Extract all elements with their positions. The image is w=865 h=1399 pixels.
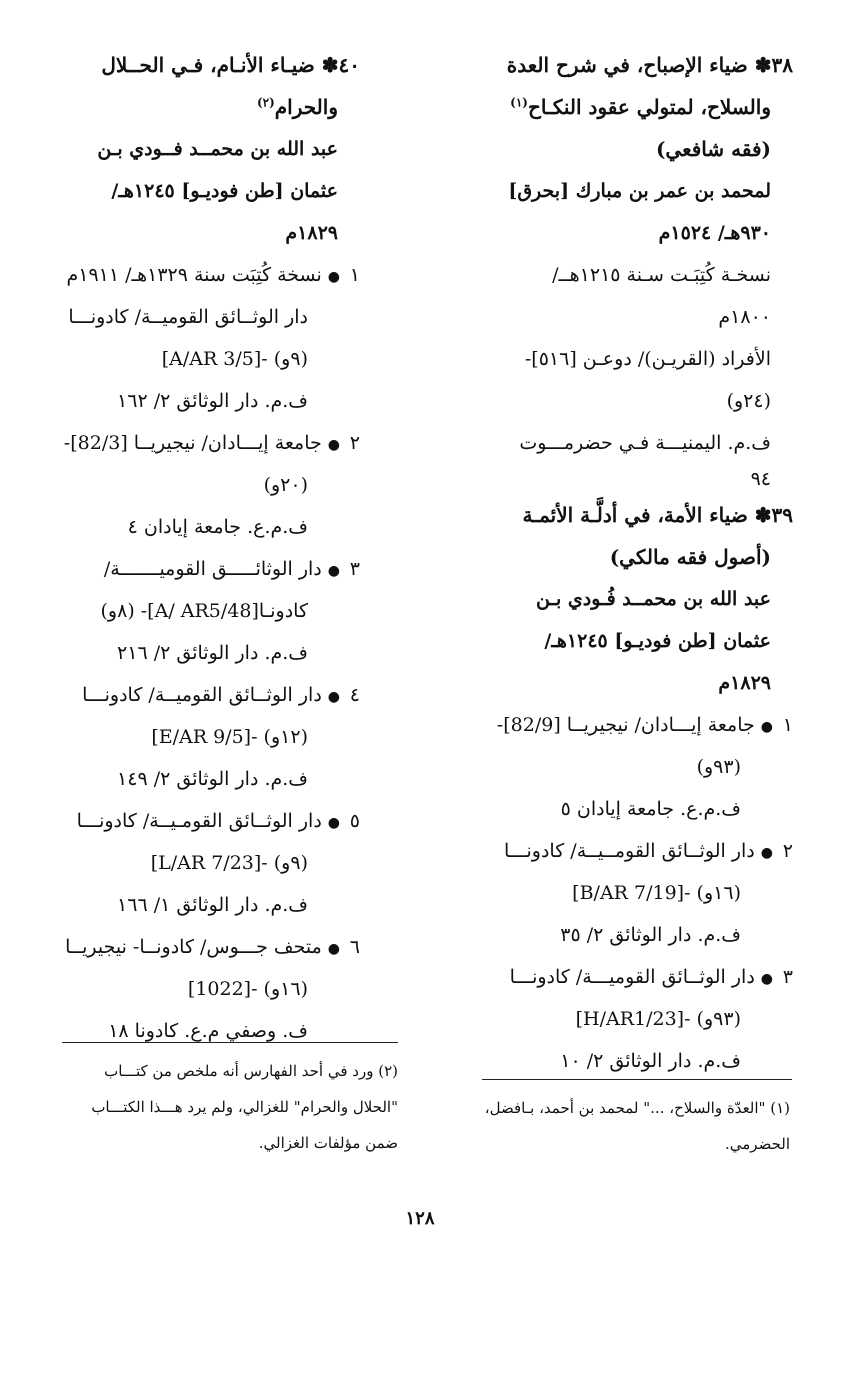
entry-38-title: ٣٨✽ ضياء الإصباح، في شرح العدة <box>506 53 793 77</box>
shelfmark: [H/AR1/23]- (٩٣و) <box>575 1008 741 1030</box>
entry-40-item-2-ref: ف.م.ع. جامعة إيادان ٤ <box>127 516 308 538</box>
footnote-2-line-2: "الحلال والحرام" للغزالي، ولم يرد هـــذا الكتـــاب <box>91 1098 398 1116</box>
entry-40-author-cont: عثمان [طن فوديـو] ١٢٤٥هـ/ <box>111 180 338 202</box>
footnote-divider-right <box>482 1079 792 1080</box>
item-number: ٣ <box>349 558 360 580</box>
entry-40-item-6-ref: ف. وصفي م.ع. كادونا ١٨ <box>108 1020 308 1042</box>
entry-40-title-cont <box>55 86 360 128</box>
item-location: دار الوثــائق القوميــة/ كادونـــا <box>82 684 322 706</box>
entry-39-author-date: ١٨٢٩م <box>718 672 771 694</box>
entry-39-item-1 <box>448 704 793 746</box>
entry-39-title: ٣٩✽ ضياء الأمة، في أدلَّـة الأئمـة <box>522 503 793 527</box>
bullet-icon: ● <box>327 269 340 285</box>
shelfmark: [A/AR 3/5]- (٩و) <box>161 348 308 370</box>
bullet-icon: ● <box>327 563 340 579</box>
bullet-icon: ● <box>760 719 773 735</box>
footnote-2 <box>55 1053 398 1161</box>
shelfmark: [1022]- (١٦و) <box>187 978 308 1000</box>
item-location: دار الوثــائق القومــيــة/ كادونـــا <box>504 840 755 862</box>
footnote-ref-2: (٢) <box>256 95 275 110</box>
entry-39-author: عبد الله بن محمــد فُـودي بـن <box>535 588 771 610</box>
entry-40-title: ٤٠✽ ضيـاء الأنـام، فـي الحــلال <box>101 53 360 77</box>
bullet-icon: ● <box>327 815 340 831</box>
shelfmark: [B/AR 7/19]- (١٦و) <box>572 882 741 904</box>
entry-38-location: الأفراد (القريـن)/ دوعـن [٥١٦]- <box>524 348 771 370</box>
item-number: ١ <box>782 714 793 736</box>
item-number: ٢ <box>782 840 793 862</box>
entry-39-item-3-shelfmark <box>448 998 793 1040</box>
entry-40-item-4-shelfmark <box>55 716 360 758</box>
footnote-1-line-2: الحضرمي. <box>724 1135 790 1153</box>
entry-40-author-date: ١٨٢٩م <box>285 222 338 244</box>
entry-38-catalog-page: ٩٤ <box>750 468 771 490</box>
entry-39-item-2 <box>448 830 793 872</box>
entry-40-item-5 <box>55 800 360 842</box>
entry-39-item-1-folios: (٩٣و) <box>696 756 741 778</box>
entry-40-item-6-shelfmark <box>55 968 360 1010</box>
footnote-1 <box>445 1090 790 1162</box>
entry-40-item-1-location: دار الوثــائق القوميــة/ كادونـــا <box>68 306 308 328</box>
entry-40-item-1-ref: ف.م. دار الوثائق ٢/ ١٦٢ <box>117 390 308 412</box>
entry-40-item-6 <box>55 926 360 968</box>
entry-40-item-4-ref: ف.م. دار الوثائق ٢/ ١٤٩ <box>117 768 308 790</box>
entry-38-author: لمحمد بن عمر بن مبارك [بحرق] <box>508 180 771 202</box>
entry-38-title-cont <box>448 86 793 128</box>
item-number: ٢ <box>349 432 360 454</box>
entry-40-item-2-folios: (٢٠و) <box>263 474 308 496</box>
entry-40-item-5-shelfmark <box>55 842 360 884</box>
page-number: ١٢٨ <box>405 1208 435 1229</box>
entry-40-item-3-ref: ف.م. دار الوثائق ٢/ ٢١٦ <box>117 642 308 664</box>
item-note: نسخة كُتِبَت سنة ١٣٢٩هـ/ ١٩١١م <box>66 264 322 286</box>
entry-40-item-1 <box>55 254 360 296</box>
entry-40-title-text: والحرام <box>274 95 338 119</box>
entry-40-item-2 <box>55 422 360 464</box>
left-column <box>55 44 360 1052</box>
item-location: دار الوثــائق القومـيــة/ كادونـــا <box>76 810 322 832</box>
entry-38-title-text: والسلاح، لمتولي عقود النكـاح <box>527 95 771 119</box>
entry-38-note-cont: ١٨٠٠م <box>718 306 771 328</box>
bullet-icon: ● <box>327 689 340 705</box>
entry-39-item-2-ref: ف.م. دار الوثائق ٢/ ٣٥ <box>560 924 741 946</box>
item-location: جامعة إيـــادان/ نيجيريــا [82/9]- <box>496 714 755 736</box>
item-number: ٦ <box>349 936 360 958</box>
bullet-icon: ● <box>760 971 773 987</box>
right-column <box>448 44 793 1082</box>
bullet-icon: ● <box>327 941 340 957</box>
entry-39-item-2-shelfmark <box>448 872 793 914</box>
entry-39-item-3 <box>448 956 793 998</box>
footnote-divider-left <box>62 1042 398 1043</box>
entry-40-item-3 <box>55 548 360 590</box>
footnote-2-line-3: ضمن مؤلفات الغزالي. <box>258 1134 398 1152</box>
item-location: جامعة إيـــادان/ نيجيريــا [82/3]- <box>63 432 322 454</box>
entry-38-folios: (٢٤و) <box>726 390 771 412</box>
entry-40-author: عبد الله بن محمــد فــودي بـن <box>97 138 338 160</box>
entry-40-item-4 <box>55 674 360 716</box>
entry-39-item-3-ref: ف.م. دار الوثائق ٢/ ١٠ <box>560 1050 741 1072</box>
entry-38-note: نسخـة كُتِبَـت سـنة ١٢١٥هــ/ <box>552 264 771 286</box>
item-location: متحف جـــوس/ كادونــا- نيجيريــا <box>65 936 322 958</box>
entry-39-item-1-ref: ف.م.ع. جامعة إيادان ٥ <box>560 798 741 820</box>
entry-40-item-5-ref: ف.م. دار الوثائق ١/ ١٦٦ <box>117 894 308 916</box>
footnote-ref-1: (١) <box>510 95 528 110</box>
bullet-icon: ● <box>327 437 340 453</box>
entry-39-author-cont: عثمان [طن فوديـو] ١٢٤٥هـ/ <box>544 630 771 652</box>
shelfmark: [L/AR 7/23]- (٩و) <box>150 852 308 874</box>
entry-39-subject: (أصول فقه مالكي) <box>609 545 771 569</box>
entry-38-subject: (فقه شافعي) <box>655 137 771 161</box>
footnote-2-line-1: (٢) ورد في أحد الفهارس أنه ملخص من كتـــاب <box>104 1062 398 1080</box>
footnote-1-line-1: (١) "العدّة والسلاح، ..." لمحمد بن أحمد، بـافضل، <box>484 1099 790 1117</box>
shelfmark: [E/AR 9/5]- (١٢و) <box>151 726 308 748</box>
item-number: ٤ <box>349 684 360 706</box>
entry-38-author-date: ٩٣٠هـ/ ١٥٢٤م <box>658 222 771 244</box>
item-number: ٥ <box>349 810 360 832</box>
entry-38-catalog-ref: ف.م. اليمنيـــة فـي حضرمـــوت <box>519 432 771 454</box>
entry-40-item-1-shelfmark <box>55 338 360 380</box>
item-number: ١ <box>349 264 360 286</box>
entry-40-item-3-shelfmark: كادونـا[A/ AR5/48]- (٨و) <box>100 600 308 622</box>
bullet-icon: ● <box>760 845 773 861</box>
item-number: ٣ <box>782 966 793 988</box>
item-location: دار الوثــائق القوميـــة/ كادونـــا <box>509 966 755 988</box>
item-location: دار الوثائـــــق القوميـــــــة/ <box>103 558 322 580</box>
